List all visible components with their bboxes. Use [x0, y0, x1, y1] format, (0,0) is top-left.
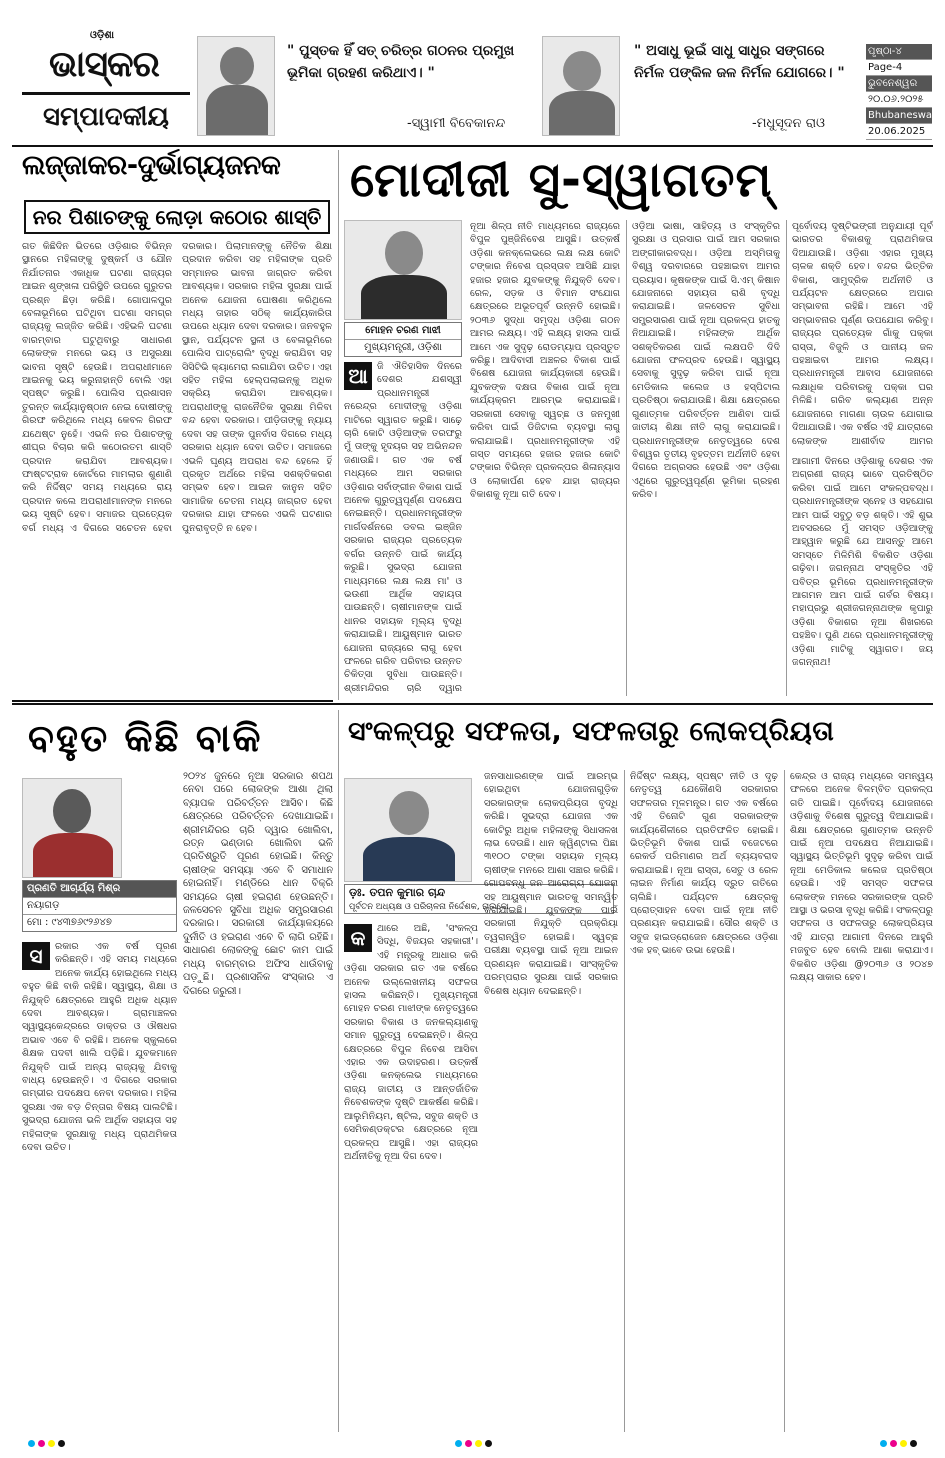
story3-divider-2: [784, 770, 785, 1432]
city-or: ଭୁବନେଶ୍ୱର: [866, 76, 932, 92]
story3-col-2: ଜନସାଧାରଣଙ୍କ ପାଇଁ ଆରମ୍ଭ ହୋଇଥିବା ଯୋଜନାଗୁଡ଼ିକ ସରକାରଙ୍କ ଲୋକପ୍ରିୟତା ବୃଦ୍ଧି କରିଛି। ସୁଭଦ୍ରା ଯୋଜନା ଏକ କୋଟିରୁ ଅଧିକ ମହିଳାଙ୍କୁ ସିଧାସଳଖ ଲାଭ ଦେଉଛି। ଧାନ କ୍ୱିଣ୍ଟାଲ ପିଛା ୩୧୦୦ ଟଙ୍କା ସହାୟକ ମୂଲ୍ୟ ଚାଷୀଙ୍କ ମନରେ ଆଶା ସଞ୍ଚାର କରିଛି। ଗୋପବନ୍ଧୁ ଜନ ଆରୋଗ୍ୟ ଯୋଜନା ସହ ଆୟୁଷ୍ମାନ ଭାରତକୁ ସମନ୍ୱିତ କରାଯାଇଛି। ଯୁବକଙ୍କ ପାଇଁ ସରକାରୀ ନିଯୁକ୍ତି ପ୍ରକ୍ରିୟା ତ୍ୱରାନ୍ୱିତ ହୋଇଛି। ସ୍ୱଚ୍ଛ ପରୀକ୍ଷା ବ୍ୟବସ୍ଥା ପାଇଁ ନୂଆ ଆଇନ ପ୍ରଣୟନ କରାଯାଇଛି। ସାଂସ୍କୃତିକ ପରମ୍ପରାର ସୁରକ୍ଷା ପାଇଁ ସରକାର ବିଶେଷ ଧ୍ୟାନ ଦେଇଛନ୍ତି।: [484, 771, 618, 997]
masthead: [12, 30, 192, 142]
story2-author-caption: [22, 880, 177, 932]
masthead-state: ଓଡ଼ିଶା: [89, 30, 115, 41]
editorial-headline: ଲଜ୍ଜାକର-ଦୁର୍ଭାଗ୍ୟଜନକ: [22, 150, 281, 181]
tapan-chand-photo: [344, 778, 472, 882]
page-info: [866, 44, 937, 140]
mid-rule: [12, 703, 933, 705]
quote-right: " ଅସାଧୁ ଭୂଇଁ ସାଧୁ ସାଧୁର ସଙ୍ଗରେ ନିର୍ମଳ ପଙ୍କିଳ ଜଳ ନିର୍ମଳ ଯୋଗରେ। ": [634, 43, 845, 81]
registration-marks-left: [28, 1440, 65, 1448]
story2-col-2: ୨୦୨୪ ଜୁନରେ ନୂଆ ସରକାର ଶପଥ ନେବା ପରେ ଲୋକଙ୍କ ଆଶା ଥିଲା ବ୍ୟାପକ ପରିବର୍ତ୍ତନ ଆସିବ। କିଛି କ୍ଷେତ୍ରରେ ପରିବର୍ତ୍ତନ ଦେଖାଯାଇଛି। ଶ୍ରୀମନ୍ଦିରର ଚାରି ଦ୍ୱାର ଖୋଲିବା, ରତ୍ନ ଭଣ୍ଡାର ଖୋଲିବା ଭଳି ପ୍ରତିଶ୍ରୁତି ପୂରଣ ହୋଇଛି। କିନ୍ତୁ ଚାଷୀଙ୍କ ସମସ୍ୟା ଏବେ ବି ସମାଧାନ ହୋଇନାହିଁ। ମଣ୍ଡିରେ ଧାନ ବିକ୍ରି ସମୟରେ ଚାଷୀ ହଇରାଣ ହେଉଛନ୍ତି। ଜଳସେଚନ ସୁବିଧା ଅଧିକ ସମ୍ପ୍ରସାରଣ ଦରକାର। ସରକାରୀ କାର୍ଯ୍ୟାଳୟରେ ଦୁର୍ନୀତି ଓ ହଇରାଣ ଏବେ ବି ଲାଗି ରହିଛି। ସାଧାରଣ ଲୋକଙ୍କୁ ଛୋଟ କାମ ପାଇଁ ମଧ୍ୟ ବାରମ୍ବାର ଅଫିସ ଧାଉଁବାକୁ ପଡ଼ୁଛି। ପ୍ରଶାସନିକ ସଂସ୍କାର ଏ ଦିଗରେ ଜରୁରୀ।: [183, 771, 333, 997]
quote-left-author: -ସ୍ୱାମୀ ବିବେକାନନ୍ଦ: [407, 116, 506, 131]
main-divider-2: [786, 220, 787, 696]
main-col-2: ନୂଆ ଶିଳ୍ପ ନୀତି ମାଧ୍ୟମରେ ରାଜ୍ୟରେ ବିପୁଳ ପୁଞ୍ଜିନିବେଶ ଆସୁଛି। ଉତ୍କର୍ଷ ଓଡ଼ିଶା କନକ୍ଲେଭରେ ଲକ୍ଷ ଲକ୍ଷ କୋଟି ଟଙ୍କାର ନିବେଶ ପ୍ରସ୍ତାବ ଆସିଛି ଯାହା ହଜାର ହଜାର ଯୁବକଙ୍କୁ ନିଯୁକ୍ତି ଦେବ। ରେଳ, ସଡ଼କ ଓ ବିମାନ ସଂଯୋଗ କ୍ଷେତ୍ରରେ ଅଭୂତପୂର୍ବ ଉନ୍ନତି ହୋଇଛି। ୨୦୩୬ ସୁଦ୍ଧା ସମୃଦ୍ଧ ଓଡ଼ିଶା ଗଠନ ଆମର ଲକ୍ଷ୍ୟ। ଏହି ଲକ୍ଷ୍ୟ ହାସଲ ପାଇଁ ଆମେ ଏକ ସୁଦୃଢ଼ ରୋଡମ୍ୟାପ ପ୍ରସ୍ତୁତ କରିଛୁ। ଆଦିବାସୀ ଅଞ୍ଚଳର ବିକାଶ ପାଇଁ ବିଶେଷ ଯୋଜନା କାର୍ଯ୍ୟକାରୀ ହେଉଛି। ଯୁବକଙ୍କ ଦକ୍ଷତା ବିକାଶ ପାଇଁ ନୂଆ କାର୍ଯ୍ୟକ୍ରମ ଆରମ୍ଭ କରାଯାଇଛି। ସରକାରୀ ସେବାକୁ ସ୍ୱଚ୍ଛ ଓ ଜନମୁଖୀ କରିବା ପାଇଁ ଡିଜିଟାଲ ବ୍ୟବସ୍ଥା ଲାଗୁ କରାଯାଇଛି। ପ୍ରଧାନମନ୍ତ୍ରୀଙ୍କ ଏହି ଗସ୍ତ ସମୟରେ ହଜାର ହଜାର କୋଟି ଟଙ୍କାର ବିଭିନ୍ନ ପ୍ରକଳ୍ପର ଶିଳାନ୍ୟାସ ଓ ଲୋକାର୍ପଣ ହେବ ଯାହା ରାଜ୍ୟର ବିକାଶକୁ ନୂଆ ଗତି ଦେବ।: [470, 221, 620, 501]
quote-left: " ପୁସ୍ତକ ହିଁ ସତ୍ ଚରିତ୍ର ଗଠନର ପ୍ରମୁଖ ଭୂମିକା ଗ୍ରହଣ କରିଥାଏ। ": [287, 43, 515, 81]
page-number-or: ପୃଷ୍ଠା-୪: [866, 44, 932, 60]
main-author-caption: [344, 322, 462, 357]
quote-right-author: -ମଧୁସୂଦନ ରାଓ: [752, 116, 826, 131]
story2-divider: [338, 710, 339, 1432]
masthead-name: ଭାସ୍କର: [49, 44, 159, 85]
story3-divider-1: [624, 770, 625, 1432]
story3-col-1-text: ଥାରେ ଅଛି, 'ସଂକଳ୍ପ ସିଦ୍ଧି, ବିଜୟର ସହକାରୀ'। ଏହି ମନ୍ତ୍ରକୁ ଆଧାର କରି ଓଡ଼ିଶା ସରକାର ଗତ ଏକ ବର୍ଷରେ ଅନେକ ଉଲ୍ଲେଖନୀୟ ସଫଳତା ହାସଲ କରିଛନ୍ତି। ମୁଖ୍ୟମନ୍ତ୍ରୀ ମୋହନ ଚରଣ ମାଝୀଙ୍କ ନେତୃତ୍ୱରେ ସରକାର ବିକାଶ ଓ ଜନକଲ୍ୟାଣକୁ ସମାନ ଗୁରୁତ୍ୱ ଦେଇଛନ୍ତି। ଶିଳ୍ପ କ୍ଷେତ୍ରରେ ବିପୁଳ ନିବେଶ ଆସିବା ଏହାର ଏକ ଉଦାହରଣ। ଉତ୍କର୍ଷ ଓଡ଼ିଶା କନକ୍ଲେଭ ମାଧ୍ୟମରେ ରାଜ୍ୟ ଜାତୀୟ ଓ ଆନ୍ତର୍ଜାତିକ ନିବେଶକଙ୍କ ଦୃଷ୍ଟି ଆକର୍ଷଣ କରିଛି। ଆଲୁମିନିୟମ, ଷ୍ଟିଲ, ସବୁଜ ଶକ୍ତି ଓ ସେମିକଣ୍ଡକ୍ଟର କ୍ଷେତ୍ରରେ ନୂଆ ପ୍ରକଳ୍ପ ଆସୁଛି। ଏହା ରାଜ୍ୟର ଅର୍ଥନୀତିକୁ ନୂଆ ଦିଗ ଦେବ।: [344, 923, 478, 1162]
story2-author-place: ନୟାଗଡ଼: [27, 900, 60, 911]
pranati-acharya-photo: [22, 778, 122, 878]
story2-author-phone: ମୋ : ୯୪୩୭୬୯୨୬୪୭: [23, 914, 176, 931]
main-col-1: [344, 360, 462, 696]
main-author-name: ମୋହନ ଚରଣ ମାଝୀ: [345, 323, 461, 340]
editorial-body: ଗତ କିଛିଦିନ ଭିତରେ ଓଡ଼ିଶାର ବିଭିନ୍ନ ସ୍ଥାନରେ ମହିଳାଙ୍କୁ ଦୁଷ୍କର୍ମ ଓ ଯୌନ ନିର୍ଯାତନାର ଏକାଧିକ ଘଟଣା ରାଜ୍ୟର ଆଇନ ଶୃଙ୍ଖଳା ପରିସ୍ଥିତି ଉପରେ ଗୁରୁତର ପ୍ରଶ୍ନ ଛିଡ଼ା କରିଛି। ଗୋପାଳପୁର ବେଳାଭୂମିରେ ଘଟିଥିବା ଘଟଣା ସମଗ୍ର ରାଜ୍ୟକୁ ଲଜ୍ଜିତ କରିଛି। ଏହିଭଳି ଘଟଣା ବାରମ୍ବାର ଘଟୁଥିବାରୁ ସାଧାରଣ ଲୋକଙ୍କ ମନରେ ଭୟ ଓ ଅସୁରକ୍ଷା ଭାବନା ସୃଷ୍ଟି ହେଉଛି। ଅପରାଧୀମାନେ ଆଇନକୁ ଭୟ କରୁନାହାନ୍ତି ବୋଲି ଏହା ସ୍ପଷ୍ଟ କରୁଛି। ପୋଲିସ ପ୍ରଶାସନ ତୁରନ୍ତ କାର୍ଯ୍ୟାନୁଷ୍ଠାନ ନେଇ ଦୋଷୀଙ୍କୁ ଗିରଫ କରିଥିଲେ ମଧ୍ୟ କେବଳ ଗିରଫ ଯଥେଷ୍ଟ ନୁହେଁ। ଏଭଳି ନର ପିଶାଚଙ୍କୁ ଶୀଘ୍ର ବିଚାର କରି କଠୋରତମ ଶାସ୍ତି ପ୍ରଦାନ କରାଯିବା ଆବଶ୍ୟକ। ଫାଷ୍ଟଟ୍ରାକ କୋର୍ଟରେ ମାମଲାର ଶୁଣାଣି କରି ନିର୍ଦ୍ଦିଷ୍ଟ ସମୟ ମଧ୍ୟରେ ରାୟ ପ୍ରଦାନ କଲେ ଅପରାଧୀମାନଙ୍କ ମନରେ ଭୟ ସୃଷ୍ଟି ହେବ। ସମାଜର ପ୍ରତ୍ୟେକ ବର୍ଗ ମଧ୍ୟ ଏ ଦିଗରେ ସଚେତନ ହେବା ଦରକାର। ପିଲାମାନଙ୍କୁ ନୈତିକ ଶିକ୍ଷା ପ୍ରଦାନ କରିବା ସହ ମହିଳାଙ୍କ ପ୍ରତି ସମ୍ମାନର ଭାବନା ଜାଗ୍ରତ କରିବା ଆବଶ୍ୟକ। ସରକାର ମହିଳା ସୁରକ୍ଷା ପାଇଁ ଅନେକ ଯୋଜନା ଘୋଷଣା କରିଥିଲେ ମଧ୍ୟ ତାହାର ସଠିକ୍ କାର୍ଯ୍ୟକାରିତା ଉପରେ ଧ୍ୟାନ ଦେବା ଦରକାର। ଜନବହୁଳ ସ୍ଥାନ, ପର୍ଯ୍ୟଟନ ସ୍ଥଳୀ ଓ ବେଳାଭୂମିରେ ପୋଲିସ ପାଟ୍ରୋଲିଂ ବୃଦ୍ଧି କରାଯିବା ସହ ସିସିଟିଭି କ୍ୟାମେରା ଲଗାଯିବା ଉଚିତ। ଏହା ସହିତ ମହିଳା ହେଲ୍ପଲାଇନ୍‌କୁ ଅଧିକ ସକ୍ରିୟ କରାଯିବା ଆବଶ୍ୟକ। ଅପରାଧୀଙ୍କୁ ରାଜନୈତିକ ସୁରକ୍ଷା ମିଳିବା ବନ୍ଦ ହେବା ଦରକାର। ପୀଡ଼ିତାଙ୍କୁ ନ୍ୟାୟ ଦେବା ସହ ତାଙ୍କ ପୁନର୍ବାସ ଦିଗରେ ମଧ୍ୟ ସରକାର ଧ୍ୟାନ ଦେବା ଉଚିତ। ସମାଜରେ ଏଭଳି ଘୃଣ୍ୟ ଅପରାଧ ବନ୍ଦ ହେଲେ ହିଁ ପ୍ରକୃତ ଅର୍ଥରେ ମହିଳା ସଶକ୍ତିକରଣ ସମ୍ଭବ ହେବ। ଆଇନ କାନୁନ ସହିତ ସାମାଜିକ ଚେତନା ମଧ୍ୟ ଜାଗ୍ରତ ହେବା ଦରକାର ଯାହା ଫଳରେ ଏଭଳି ଘଟଣାର ପୁନରାବୃତ୍ତି ନ ହେବ।: [22, 241, 332, 534]
main-col-5: ଆଗାମୀ ଦିନରେ ଓଡ଼ିଶାକୁ ଦେଶର ଏକ ଅଗ୍ରଣୀ ରାଜ୍ୟ ଭାବେ ପ୍ରତିଷ୍ଠିତ କରିବା ପାଇଁ ଆମେ ସଂକଳ୍ପବଦ୍ଧ। ପ୍ରଧାନମନ୍ତ୍ରୀଙ୍କ ସ୍ନେହ ଓ ସହଯୋଗ ଆମ ପାଇଁ ସବୁଠୁ ବଡ଼ ଶକ୍ତି। ଏହି ଶୁଭ ଅବସରରେ ମୁଁ ସମସ୍ତ ଓଡ଼ିଆଙ୍କୁ ଆହ୍ୱାନ କରୁଛି ଯେ ଆସନ୍ତୁ ଆମେ ସମସ୍ତେ ମିଳିମିଶି ବିକଶିତ ଓଡ଼ିଶା ଗଢ଼ିବା। ଜଗନ୍ନାଥ ସଂସ୍କୃତିର ଏହି ପବିତ୍ର ଭୂମିରେ ପ୍ରଧାନମନ୍ତ୍ରୀଙ୍କ ଆଗମନ ଆମ ପାଇଁ ଗର୍ବର ବିଷୟ। ମହାପ୍ରଭୁ ଶ୍ରୀଜଗନ୍ନାଥଙ୍କ କୃପାରୁ ଓଡ଼ିଶା ବିକାଶର ନୂଆ ଶିଖରରେ ପହଞ୍ଚିବ। ପୁଣି ଥରେ ପ୍ରଧାନମନ୍ତ୍ରୀଙ୍କୁ ଓଡ଼ିଶା ମାଟିକୁ ସ୍ୱାଗତ। ଜୟ ଜଗନ୍ନାଥ!: [792, 456, 933, 669]
city-en: Bhubaneswar: [866, 108, 932, 124]
story3-col-1: [344, 922, 478, 1432]
main-divider-1: [626, 220, 627, 696]
story2-col-1-text: ରକାର ଏକ ବର୍ଷ ପୂରଣ କରିଛନ୍ତି। ଏହି ସମୟ ମଧ୍ୟରେ ଅନେକ କାର୍ଯ୍ୟ ହୋଇଥିଲେ ମଧ୍ୟ ବହୁତ କିଛି ବାକି ରହିଛି। ସ୍ୱାସ୍ଥ୍ୟ, ଶିକ୍ଷା ଓ ନିଯୁକ୍ତି କ୍ଷେତ୍ରରେ ଆହୁରି ଅଧିକ ଧ୍ୟାନ ଦେବା ଆବଶ୍ୟକ। ଗ୍ରାମାଞ୍ଚଳର ସ୍ୱାସ୍ଥ୍ୟକେନ୍ଦ୍ରରେ ଡାକ୍ତର ଓ ଔଷଧର ଅଭାବ ଏବେ ବି ରହିଛି। ଅନେକ ସ୍କୁଲରେ ଶିକ୍ଷକ ପଦବୀ ଖାଲି ପଡ଼ିଛି। ଯୁବକମାନେ ନିଯୁକ୍ତି ପାଇଁ ଅନ୍ୟ ରାଜ୍ୟକୁ ଯିବାକୁ ବାଧ୍ୟ ହେଉଛନ୍ତି। ଏ ଦିଗରେ ସରକାର ଗମ୍ଭୀର ପଦକ୍ଷେପ ନେବା ଦରକାର। ମହିଳା ସୁରକ୍ଷା ଏକ ବଡ଼ ଚିନ୍ତାର ବିଷୟ ପାଲଟିଛି। ସୁଭଦ୍ରା ଯୋଜନା ଭଳି ଆର୍ଥିକ ସହାୟତା ସହ ମହିଳାଙ୍କ ସୁରକ୍ଷାକୁ ମଧ୍ୟ ପ୍ରାଥମିକତା ଦେବା ଉଚିତ।: [22, 941, 177, 1154]
main-dropcap: ଆ: [344, 362, 372, 390]
vivekananda-portrait: [197, 36, 275, 136]
editorial-divider: [338, 150, 339, 700]
story2-col-1: [22, 940, 177, 1432]
masthead-rule: [22, 92, 190, 95]
registration-marks-center: [455, 1440, 492, 1448]
registration-marks-right: [880, 1440, 917, 1448]
main-col-3: ଓଡ଼ିଆ ଭାଷା, ସାହିତ୍ୟ ଓ ସଂସ୍କୃତିର ସୁରକ୍ଷା ଓ ପ୍ରସାର ପାଇଁ ଆମ ସରକାର ଅଙ୍ଗୀକାରବଦ୍ଧ। ଓଡ଼ିଆ ଅସ୍ମିତାକୁ ବିଶ୍ୱ ଦରବାରରେ ପହଞ୍ଚାଇବା ଆମର ପ୍ରୟାସ। କୃଷକଙ୍କ ପାଇଁ ସି.ଏମ୍ କିଷାନ ଯୋଜନାରେ ସହାୟତା ରାଶି ବୃଦ୍ଧି କରାଯାଇଛି। ଜଳସେଚନ ସୁବିଧା ସମ୍ପ୍ରସାରଣ ପାଇଁ ନୂଆ ପ୍ରକଳ୍ପ ହାତକୁ ନିଆଯାଇଛି। ମହିଳାଙ୍କ ଆର୍ଥିକ ସଶକ୍ତିକରଣ ପାଇଁ ଲକ୍ଷପତି ଦିଦି ଯୋଜନା ଫଳପ୍ରଦ ହେଉଛି। ସ୍ୱାସ୍ଥ୍ୟ ସେବାକୁ ସୁଦୃଢ଼ କରିବା ପାଇଁ ନୂଆ ମେଡିକାଲ କଲେଜ ଓ ହସ୍ପିଟାଲ ପ୍ରତିଷ୍ଠା କରାଯାଉଛି। ଶିକ୍ଷା କ୍ଷେତ୍ରରେ ଗୁଣାତ୍ମକ ପରିବର୍ତ୍ତନ ଆଣିବା ପାଇଁ ଜାତୀୟ ଶିକ୍ଷା ନୀତି ଲାଗୁ କରାଯାଇଛି। ପ୍ରଧାନମନ୍ତ୍ରୀଙ୍କ ନେତୃତ୍ୱରେ ଦେଶ ବିଶ୍ୱର ତୃତୀୟ ବୃହତ୍ତମ ଅର୍ଥନୀତି ହେବା ଦିଗରେ ଅଗ୍ରସର ହେଉଛି ଏବଂ ଓଡ଼ିଶା ଏଥିରେ ଗୁରୁତ୍ୱପୂର୍ଣ୍ଣ ଭୂମିକା ଗ୍ରହଣ କରିବ।: [632, 221, 780, 501]
editorial-subhead: ନର ପିଶାଚଙ୍କୁ ଲୋଡ଼ା କଠୋର ଶାସ୍ତି: [24, 200, 330, 234]
page-number-en: Page-4: [866, 60, 932, 76]
story2-headline: ବହୁତ କିଛି ବାକି: [28, 716, 263, 760]
story3-author-name: ଡ଼ଃ. ତପନ କୁମାର ଚାନ୍ଦ: [349, 886, 446, 899]
date-en: 20.06.2025: [866, 124, 932, 140]
story3-col-3: ନିର୍ଦ୍ଦିଷ୍ଟ ଲକ୍ଷ୍ୟ, ସ୍ପଷ୍ଟ ନୀତି ଓ ଦୃଢ଼ ନେତୃତ୍ୱ ଯେକୌଣସି ସରକାରର ସଫଳତାର ମୂଳମନ୍ତ୍ର। ଗତ ଏକ ବର୍ଷରେ ଏହି ତିନୋଟି ଗୁଣ ସରକାରଙ୍କ କାର୍ଯ୍ୟଶୈଳୀରେ ପ୍ରତିଫଳିତ ହୋଇଛି। ଭିତ୍ତିଭୂମି ବିକାଶ ପାଇଁ ବଜେଟରେ ରେକର୍ଡ ପରିମାଣର ଅର୍ଥ ବ୍ୟୟବରାଦ କରାଯାଇଛି। ନୂଆ ରାସ୍ତା, ସେତୁ ଓ ରେଳ ଲାଇନ ନିର୍ମାଣ କାର୍ଯ୍ୟ ଦ୍ରୁତ ଗତିରେ ଚାଲିଛି। ପର୍ଯ୍ୟଟନ କ୍ଷେତ୍ରକୁ ପ୍ରୋତ୍ସାହନ ଦେବା ପାଇଁ ନୂଆ ନୀତି ପ୍ରଣୟନ କରାଯାଇଛି। ସୌର ଶକ୍ତି ଓ ସବୁଜ ହାଇଡ୍ରୋଜେନ କ୍ଷେତ୍ରରେ ଓଡ଼ିଶା ଏକ ହବ୍ ଭାବେ ଉଭା ହେଉଛି।: [630, 771, 778, 957]
story2-author-name: ପ୍ରଣତି ଆଚାର୍ଯ୍ୟ ମିଶ୍ର: [23, 881, 176, 898]
main-headline: ମୋଦୀଜୀ ସୁ-ସ୍ୱାଗତମ୍: [350, 152, 773, 208]
story3-headline: ସଂକଳ୍ପରୁ ସଫଳତା, ସଫଳତାରୁ ଲୋକପ୍ରିୟତା: [348, 716, 835, 747]
mohan-majhi-photo: [344, 220, 462, 320]
story3-dropcap: କ: [344, 924, 372, 952]
story2-dropcap: ସ: [22, 942, 50, 970]
main-author-title: ମୁଖ୍ୟମନ୍ତ୍ରୀ, ଓଡ଼ିଶା: [364, 342, 442, 353]
editorial-bottom-rule: [12, 700, 333, 702]
main-col-4: ପୂର୍ବୋଦୟ ଦୃଷ୍ଟିଭଙ୍ଗୀ ଅନୁଯାୟୀ ପୂର୍ବ ଭାରତର ବିକାଶକୁ ପ୍ରାଥମିକତା ଦିଆଯାଉଛି। ଓଡ଼ିଶା ଏହାର ମୁଖ୍ୟ ଚାଳକ ଶକ୍ତି ହେବ। ବନ୍ଦର ଭିତ୍ତିକ ବିକାଶ, ସାମୁଦ୍ରିକ ଅର୍ଥନୀତି ଓ ପର୍ଯ୍ୟଟନ କ୍ଷେତ୍ରରେ ଅପାର ସମ୍ଭାବନା ରହିଛି। ଆମେ ଏହି ସମ୍ଭାବନାର ପୂର୍ଣ୍ଣ ଉପଯୋଗ କରିବୁ। ରାଜ୍ୟର ପ୍ରତ୍ୟେକ ଗାଁକୁ ପକ୍କା ରାସ୍ତା, ବିଜୁଳି ଓ ପାନୀୟ ଜଳ ପହଞ୍ଚାଇବା ଆମର ଲକ୍ଷ୍ୟ। ପ୍ରଧାନମନ୍ତ୍ରୀ ଆବାସ ଯୋଜନାରେ ଲକ୍ଷାଧିକ ପରିବାରକୁ ପକ୍କା ଘର ମିଳିଛି। ଗରିବ କଲ୍ୟାଣ ଅନ୍ନ ଯୋଜନାରେ ମାଗଣା ଚାଉଳ ଯୋଗାଇ ଦିଆଯାଉଛି। ଏକ ବର୍ଷର ଏହି ଯାତ୍ରାରେ ଲୋକଙ୍କ ଆଶୀର୍ବାଦ ଆମର: [792, 221, 933, 447]
story3-author-title: ପୂର୍ବତନ ଅଧ୍ୟକ୍ଷ ଓ ପରିଚାଳନା ନିର୍ଦ୍ଦେଶକ, ନାଲକୋ: [349, 902, 509, 912]
masthead-section: ସମ୍ପାଦକୀୟ: [43, 102, 169, 132]
story3-col-4: କେନ୍ଦ୍ର ଓ ରାଜ୍ୟ ମଧ୍ୟରେ ସମନ୍ୱୟ ଫଳରେ ଅନେକ ବିଳମ୍ବିତ ପ୍ରକଳ୍ପ ଗତି ପାଇଛି। ପୂର୍ବୋଦୟ ଯୋଜନାରେ ଓଡ଼ିଶାକୁ ବିଶେଷ ଗୁରୁତ୍ୱ ଦିଆଯାଇଛି। ଶିକ୍ଷା କ୍ଷେତ୍ରରେ ଗୁଣାତ୍ମକ ଉନ୍ନତି ପାଇଁ ନୂଆ ପଦକ୍ଷେପ ନିଆଯାଇଛି। ସ୍ୱାସ୍ଥ୍ୟ ଭିତ୍ତିଭୂମି ସୁଦୃଢ଼ କରିବା ପାଇଁ ନୂଆ ମେଡିକାଲ କଲେଜ ପ୍ରତିଷ୍ଠା ହେଉଛି। ଏହି ସମସ୍ତ ସଫଳତା ଲୋକଙ୍କ ମନରେ ସରକାରଙ୍କ ପ୍ରତି ଆସ୍ଥା ଓ ଭରସା ବୃଦ୍ଧି କରିଛି। ସଂକଳ୍ପରୁ ସଫଳତା ଓ ସଫଳତାରୁ ଲୋକପ୍ରିୟତା ଏହି ଯାତ୍ରା ଆଗାମୀ ଦିନରେ ଆହୁରି ମଜବୁତ ହେବ ବୋଲି ଆଶା କରାଯାଏ। ବିକଶିତ ଓଡ଼ିଶା @୨୦୩୬ ଓ ୨୦୪୭ ଲକ୍ଷ୍ୟ ସାକାର ହେବ।: [790, 771, 933, 984]
date-or: ୨୦.୦୬.୨୦୨୫: [866, 92, 932, 108]
page-header: [12, 30, 937, 142]
madhusudan-rao-portrait: [542, 36, 620, 136]
main-col-1-text: ଜି ଐତିହାସିକ ଦିନରେ ଦେଶର ଯଶସ୍ୱୀ ପ୍ରଧାନମନ୍ତ୍ରୀ ନରେନ୍ଦ୍ର ମୋଦୀଙ୍କୁ ଓଡ଼ିଶା ମାଟିରେ ସ୍ୱାଗତ କରୁଛି। ସାଢ଼େ ଚାରି କୋଟି ଓଡ଼ିଆଙ୍କ ତରଫରୁ ମୁଁ ତାଙ୍କୁ ହୃଦୟର ସହ ଅଭିନନ୍ଦନ ଜଣାଉଛି। ଗତ ଏକ ବର୍ଷ ମଧ୍ୟରେ ଆମ ସରକାର ଓଡ଼ିଶାର ସର୍ବାଙ୍ଗୀନ ବିକାଶ ପାଇଁ ଅନେକ ଗୁରୁତ୍ୱପୂର୍ଣ୍ଣ ପଦକ୍ଷେପ ନେଇଛନ୍ତି। ପ୍ରଧାନମନ୍ତ୍ରୀଙ୍କ ମାର୍ଗଦର୍ଶନରେ ଡବଲ ଇଞ୍ଜିନ ସରକାର ରାଜ୍ୟର ପ୍ରତ୍ୟେକ ବର୍ଗର ଉନ୍ନତି ପାଇଁ କାର୍ଯ୍ୟ କରୁଛି। ସୁଭଦ୍ରା ଯୋଜନା ମାଧ୍ୟମରେ ଲକ୍ଷ ଲକ୍ଷ ମା' ଓ ଭଉଣୀ ଆର୍ଥିକ ସହାୟତା ପାଉଛନ୍ତି। ଚାଷୀମାନଙ୍କ ପାଇଁ ଧାନର ସହାୟକ ମୂଲ୍ୟ ବୃଦ୍ଧି କରାଯାଇଛି। ଆୟୁଷ୍ମାନ ଭାରତ ଯୋଜନା ରାଜ୍ୟରେ ଲାଗୁ ହେବା ଫଳରେ ଗରିବ ପରିବାର ଉନ୍ନତ ଚିକିତ୍ସା ସୁବିଧା ପାଉଛନ୍ତି। ଶ୍ରୀମନ୍ଦିରର ଚାରି ଦ୍ୱାର: [344, 361, 462, 694]
